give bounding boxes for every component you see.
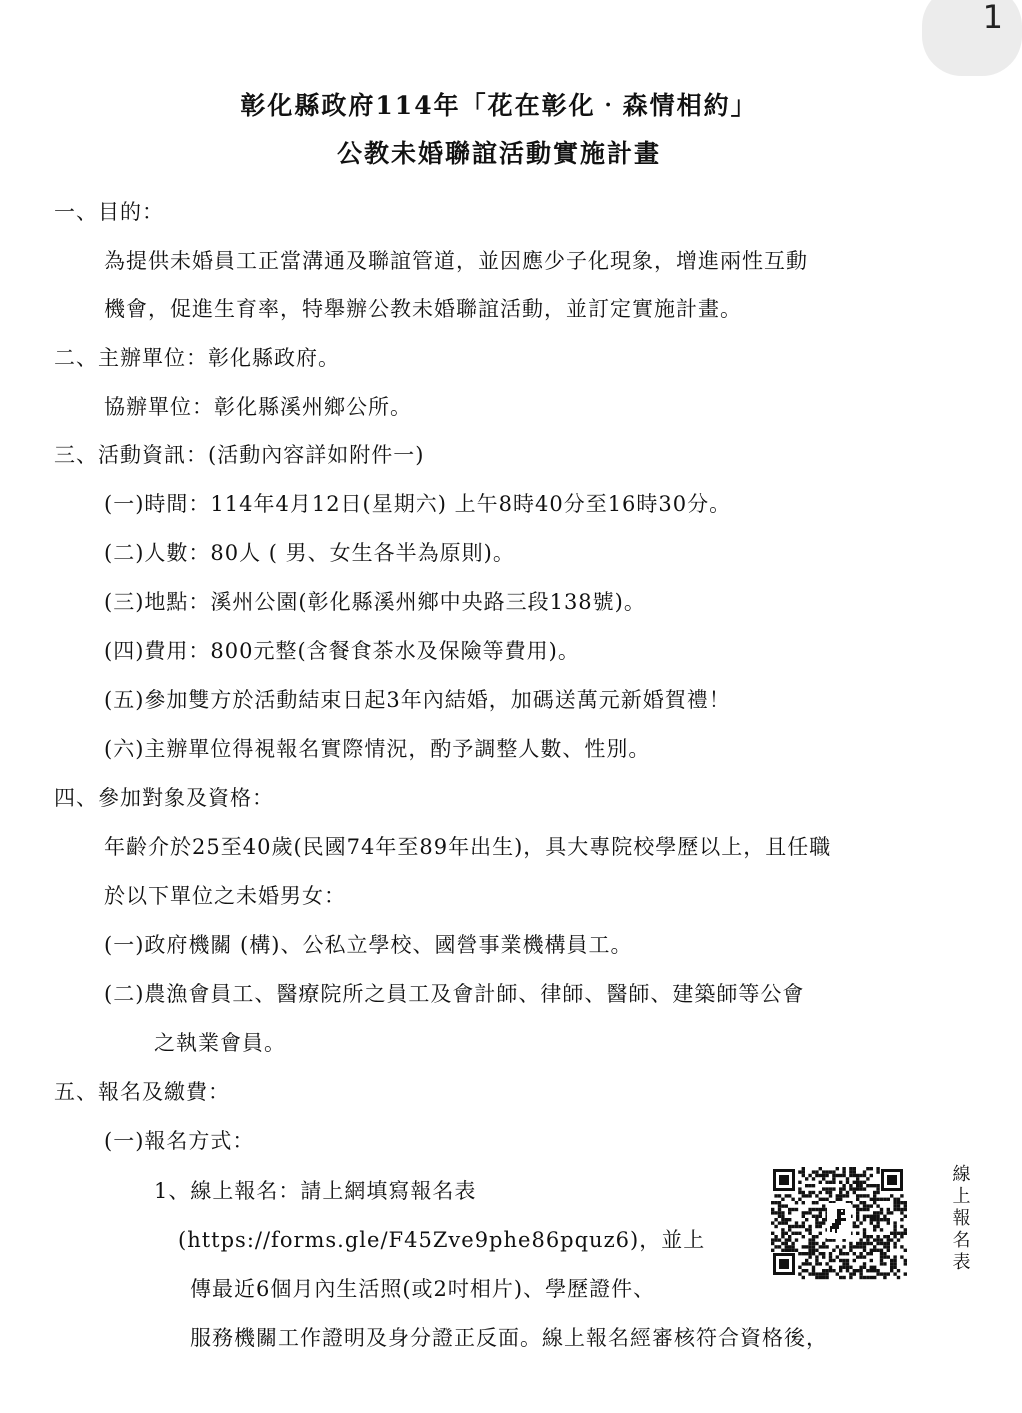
section1-heading: 一、目的： (54, 200, 164, 224)
activity-time: (一)時間：114年4月12日(星期六) 上午8時40分至16時30分。 (104, 492, 732, 516)
activity-fee: (四)費用：800元整(含餐食茶水及保險等費用)。 (104, 639, 580, 663)
online-registration-line1: 1、線上報名：請上網填寫報名表 (154, 1179, 477, 1203)
eligibility-line2: 於以下單位之未婚男女： (104, 884, 346, 908)
section1-paragraph-line2: 機會，促進生育率，特舉辦公教未婚聯誼活動，並訂定實施計畫。 (104, 297, 742, 321)
activity-headcount: (二)人數：80人 ( 男、女生各半為原則)。 (104, 541, 515, 565)
eligibility-item2-line1: (二)農漁會員工、醫療院所之員工及會計師、律師、醫師、建築師等公會 (104, 982, 805, 1006)
section3-heading: 三、活動資訊：(活動內容詳如附件一) (54, 443, 425, 467)
page-number: 1 (982, 0, 1004, 36)
section1-paragraph-line1: 為提供未婚員工正當溝通及聯誼管道，並因應少子化現象，增進兩性互動 (104, 249, 808, 273)
activity-adjustment: (六)主辦單位得視報名實際情況，酌予調整人數、性別。 (104, 737, 651, 761)
section4-heading: 四、參加對象及資格： (54, 786, 274, 810)
document-title-line1: 彰化縣政府114年「花在彰化‧森情相約」 (240, 91, 758, 120)
activity-bonus: (五)參加雙方於活動結束日起3年內結婚，加碼送萬元新婚賀禮！ (104, 688, 731, 712)
online-registration-url[interactable]: (https://forms.gle/F45Zve9phe86pquz6)，並上 (178, 1228, 706, 1252)
section2-heading: 二、主辦單位：彰化縣政府。 (54, 346, 340, 370)
qr-code-icon[interactable] (771, 1167, 905, 1277)
page-number-badge (922, 0, 1022, 76)
eligibility-line1: 年齡介於25至40歲(民國74年至89年出生)，具大專院校學歷以上，且任職 (104, 835, 832, 859)
eligibility-item1: (一)政府機關 (構)、公私立學校、國營事業機構員工。 (104, 933, 633, 957)
dinosaur-icon (827, 1203, 851, 1239)
document-title-line2: 公教未婚聯誼活動實施計畫 (336, 139, 661, 168)
activity-location: (三)地點：溪州公園(彰化縣溪州鄉中央路三段138號)。 (104, 590, 646, 614)
registration-method-heading: (一)報名方式： (104, 1129, 255, 1153)
online-registration-line4: 服務機關工作證明及身分證正反面。線上報名經審核符合資格後， (190, 1326, 828, 1350)
section5-heading: 五、報名及繳費： (54, 1080, 230, 1104)
online-registration-line3: 傳最近6個月內生活照(或2吋相片)、學歷證件、 (190, 1277, 656, 1301)
eligibility-item2-line2: 之執業會員。 (154, 1031, 286, 1055)
co-organizer: 協辦單位：彰化縣溪州鄉公所。 (104, 395, 412, 419)
qr-code-label: 線 上 報 名 表 (952, 1164, 972, 1273)
